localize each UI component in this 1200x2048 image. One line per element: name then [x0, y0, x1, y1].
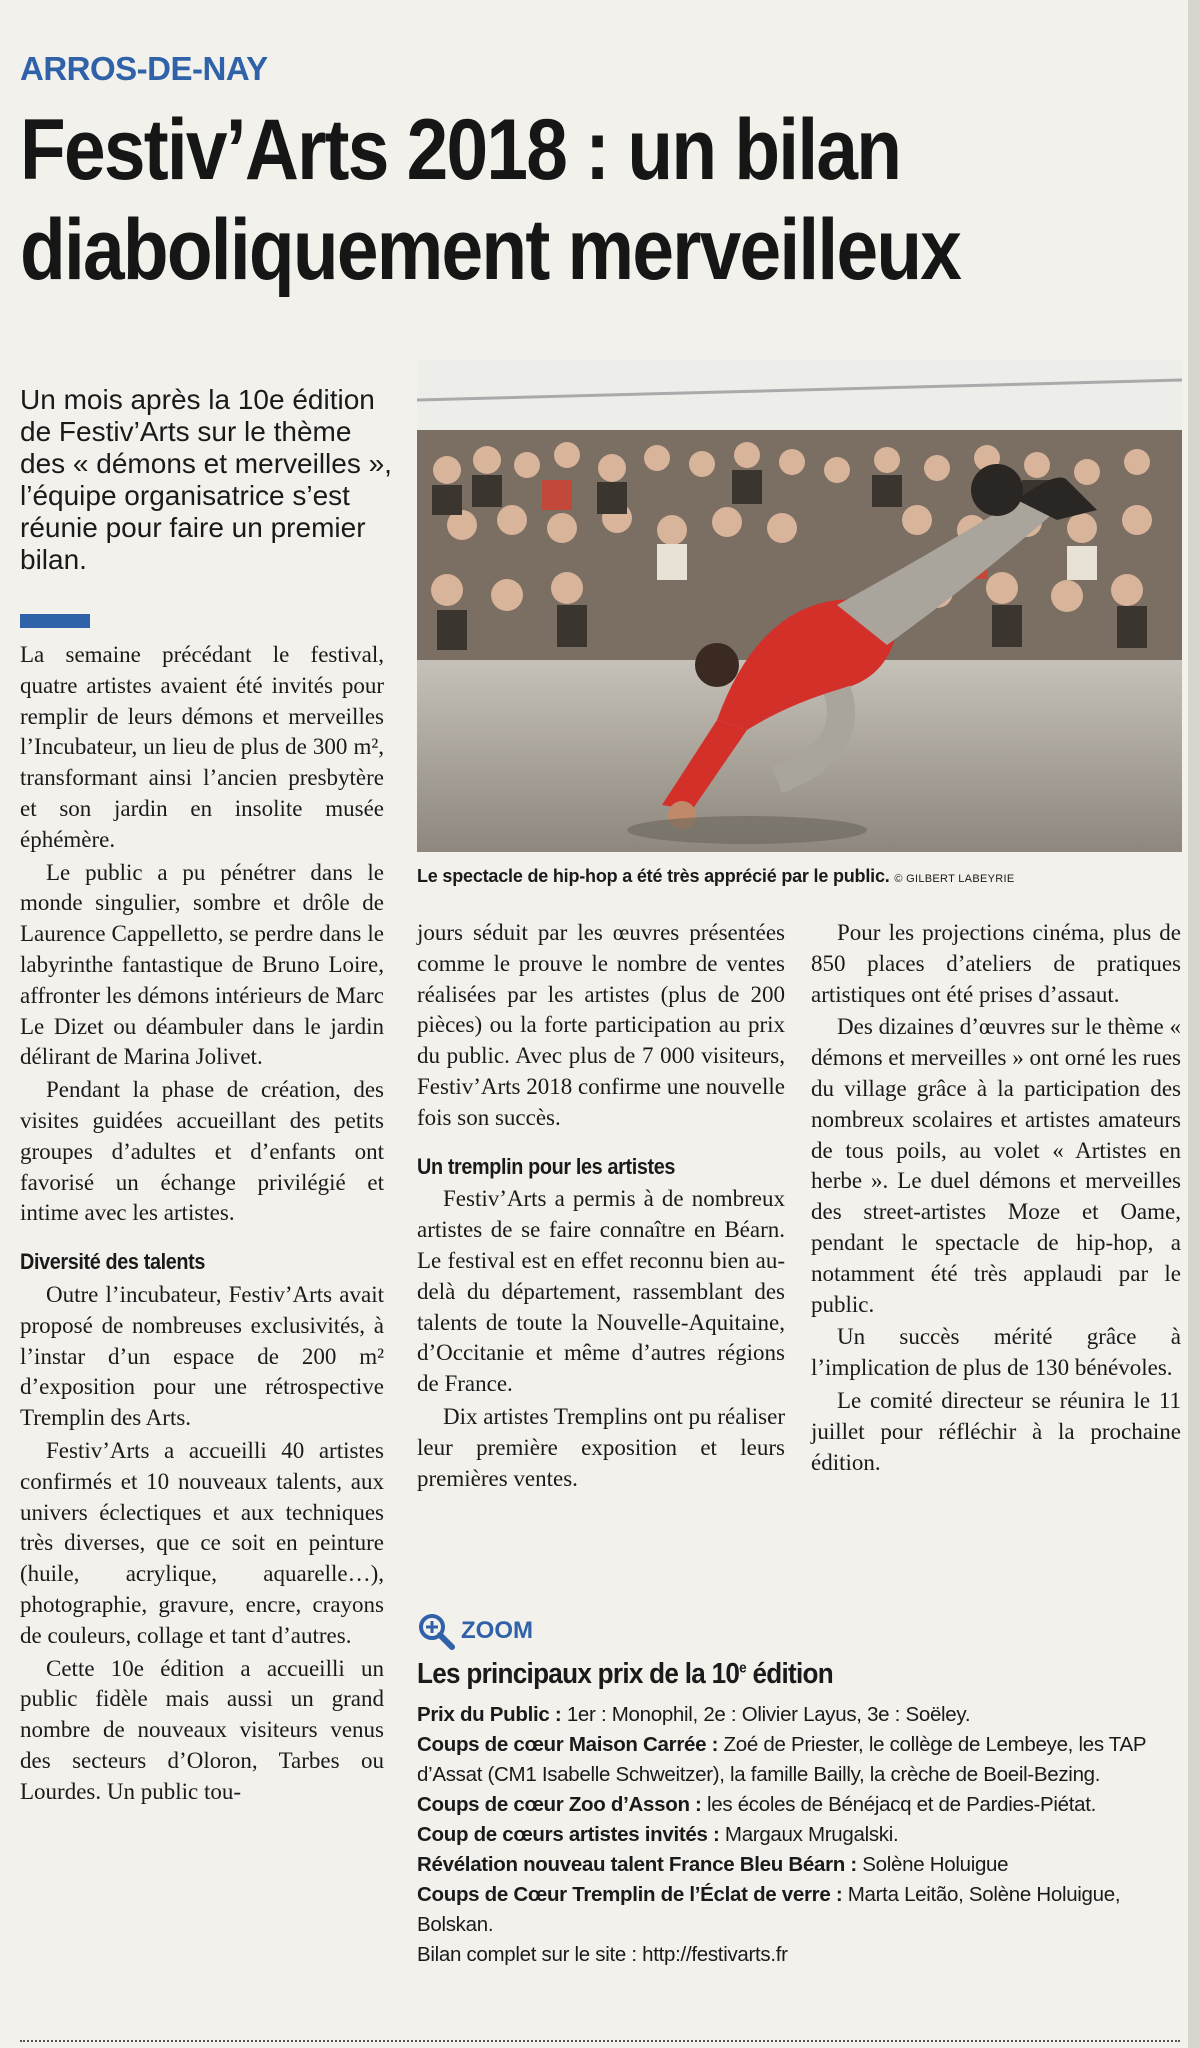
website-line: Bilan complet sur le site : http://festivarts.fr [417, 1943, 788, 1966]
prize-row: Coup de cœurs artistes invités : Margaux Mrugalski. [417, 1823, 899, 1846]
zoom-title-end: édition [745, 1658, 834, 1690]
zoom-title-sup: e [739, 1659, 746, 1677]
lead-paragraph: Un mois après la 10e édition de Festiv’Arts sur le thème des « démons et merveilles », l’équipe organisatrice s’est réunie pour faire un premier bilan. [20, 384, 392, 575]
body-paragraph: Des dizaines d’œuvres sur le thème « démons et merveilles » ont orné les rues du village grâce à la participation des nombreux scolaires et artistes amateurs de tous poils, au volet « Artistes en herbe ». Le duel démons et merveilles des street-artistes Moze et Oame, pendant le spectacle de hip-hop, a notamment été très applaudi par le public. [811, 1014, 1181, 1317]
body-paragraph: Festiv’Arts a accueilli 40 artistes confirmés et 10 nouveaux talents, aux univers éclectiques et aux techniques très diverses, que ce soit en peinture (huile, acrylique, aquarelle…), photographie, gravure, encre, crayons de couleurs, collage et tant d’autres. [20, 1437, 384, 1648]
subheading-tremplin: Un tremplin pour les artistes [417, 1153, 676, 1179]
body-paragraph: Festiv’Arts a permis à de nombreux artistes de se faire connaître en Béarn. Le festival est en effet reconnu bien au-delà du département, rassemblant des talents de toute la Nouvelle-Aquitaine, d’Occitanie et même d’autres régions de France. [417, 1186, 785, 1397]
body-paragraph: Le comité directeur se réunira le 11 juillet pour réfléchir à la prochaine édition. [811, 1387, 1181, 1475]
headline-line-1: Festiv’Arts 2018 : un bilan [20, 102, 901, 198]
article-column-1 [20, 640, 384, 1809]
caption-text: Le spectacle de hip-hop a été très apprécié par le public. [417, 866, 890, 886]
body-paragraph: jours séduit par les œuvres présentées comme le prouve le nombre de ventes réalisées par les artistes (plus de 200 pièces) ou la forte participation au prix du public. Avec plus de 7 000 visiteurs, Festiv’Arts 2018 confirme une nouvelle fois son succès. [417, 920, 785, 1130]
body-paragraph: La semaine précédant le festival, quatre artistes avaient été invités pour remplir de leurs démons et merveilles l’Incubateur, un lieu de plus de 300 m², transformant ainsi l’ancien presbytère et son jardin en insolite musée éphémère. [20, 642, 384, 852]
prize-row: Coups de cœur Zoo d’Asson : les écoles de Bénéjacq et de Pardies-Piétat. [417, 1793, 1097, 1816]
zoom-header [417, 1612, 533, 1650]
body-paragraph: Pour les projections cinéma, plus de 850 places d’ateliers de pratiques artistiques ont été prises d’assaut. [811, 920, 1181, 1007]
headline [20, 100, 994, 300]
body-paragraph: Le public a pu pénétrer dans le monde singulier, sombre et drôle de Laurence Cappelletto, se perdre dans le labyrinthe fantastique de Bruno Loire, affronter les démons intérieurs de Marc Le Dizet ou déambuler dans le jardin délirant de Marina Jolivet. [20, 859, 384, 1070]
zoom-title [417, 1658, 1119, 1691]
photo-credit: © GILBERT LABEYRIE [894, 873, 1015, 885]
zoom-label: ZOOM [461, 1617, 533, 1644]
section-marker [20, 614, 90, 628]
article-column-2 [417, 918, 785, 1496]
prize-row: Révélation nouveau talent France Bleu Béarn : Solène Holuigue [417, 1853, 1009, 1876]
hip-hop-photo [417, 360, 1182, 852]
photo-caption [417, 866, 1187, 887]
zoom-title-text: Les principaux prix de la 10 [417, 1658, 740, 1690]
body-paragraph: Dix artistes Tremplins ont pu réaliser leur première exposition et leurs premières ventes. [417, 1403, 785, 1491]
prize-list [417, 1700, 1195, 1970]
body-paragraph: Pendant la phase de création, des visites guidées accueillant des petits groupes d’adultes et d’enfants ont favorisé un échange privilégié et intime avec les artistes. [20, 1077, 384, 1226]
headline-line-2: diaboliquement merveilleux [20, 202, 961, 298]
article-column-3 [811, 918, 1181, 1480]
kicker-location: ARROS-DE-NAY [20, 50, 268, 87]
body-paragraph: Un succès mérité grâce à l’implication de plus de 130 bénévoles. [811, 1324, 1181, 1381]
prize-row: Prix du Public : 1er : Monophil, 2e : Olivier Layus, 3e : Soëley. [417, 1703, 971, 1726]
prize-row: Coups de Cœur Tremplin de l’Éclat de verre : Marta Leitão, Solène Holuigue, Bolskan. [417, 1883, 1121, 1936]
body-paragraph: Cette 10e édition a accueilli un public fidèle mais aussi un grand nombre de nouveaux visiteurs venus des secteurs d’Oloron, Tarbes ou Lourdes. Un public tou- [20, 1655, 384, 1804]
bottom-rule [20, 2040, 1180, 2044]
magnifier-plus-icon [417, 1612, 455, 1650]
dancer-illustration [417, 360, 1182, 852]
subheading-diversite: Diversité des talents [20, 1249, 206, 1275]
body-paragraph: Outre l’incubateur, Festiv’Arts avait proposé de nombreuses exclusivités, à l’instar d’un espace de 200 m² d’exposition pour une rétrospective Tremplin des Arts. [20, 1281, 384, 1431]
prize-row: Coups de cœur Maison Carrée : Zoé de Priester, le collège de Lembeye, les TAP d’Assat (CM1 Isabelle Schweitzer), la famille Bailly, la crèche de Boeil-Bezing. [417, 1733, 1146, 1786]
